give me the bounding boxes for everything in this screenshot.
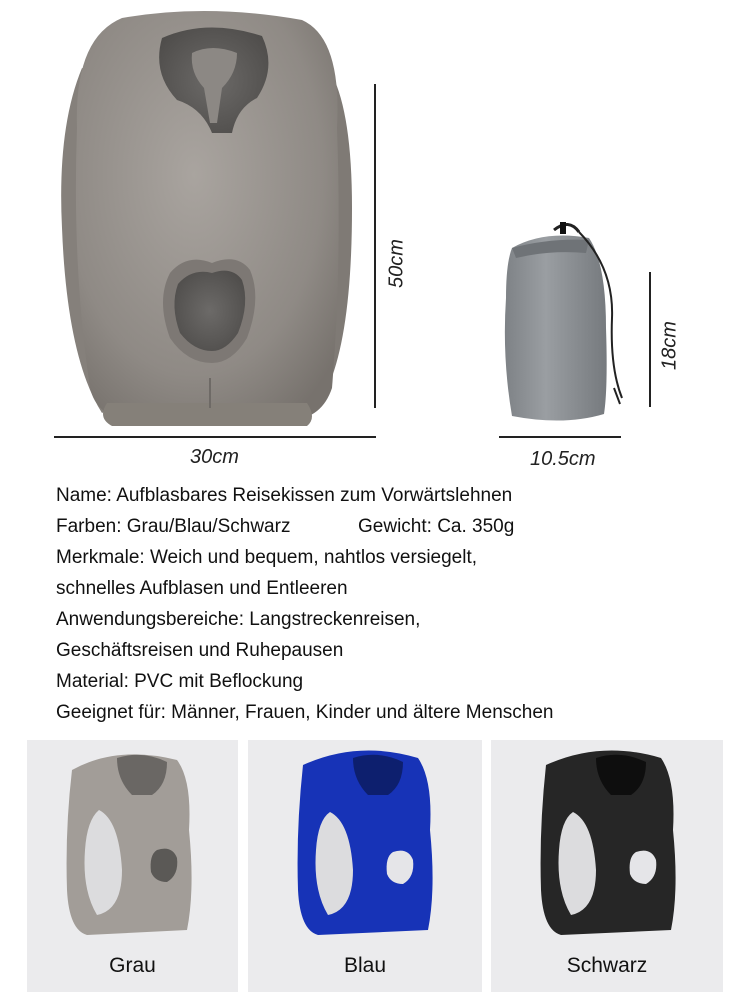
spec-suitable: Geeignet für: Männer, Frauen, Kinder und ältere Menschen xyxy=(56,702,554,723)
pillow-height-line xyxy=(374,84,376,408)
pillow-width-label: 30cm xyxy=(190,446,239,468)
bag-height-line xyxy=(649,272,651,407)
spec-weight: Gewicht: Ca. 350g xyxy=(358,516,515,537)
pillow-width-line xyxy=(54,436,376,438)
spec-usage-1: Anwendungsbereiche: Langstreckenreisen, xyxy=(56,609,421,630)
variant-card-blau[interactable] xyxy=(248,740,482,992)
spec-features-1: Merkmale: Weich und bequem, nahtlos versiegelt, xyxy=(56,547,478,568)
spec-usage-2: Geschäftsreisen und Ruhepausen xyxy=(56,640,344,661)
variant-card-schwarz[interactable] xyxy=(491,740,723,992)
spec-name: Name: Aufblasbares Reisekissen zum Vorwärtslehnen xyxy=(56,485,513,506)
spec-colors: Farben: Grau/Blau/Schwarz xyxy=(56,516,291,537)
variant-image-blau xyxy=(248,740,482,950)
variant-label-blau: Blau xyxy=(343,954,387,977)
spec-features-2: schnelles Aufblasen und Entleeren xyxy=(56,578,348,599)
variant-card-grau[interactable] xyxy=(27,740,238,992)
variant-label-schwarz: Schwarz xyxy=(566,954,648,977)
bag-height-label: 18cm xyxy=(658,321,681,370)
variant-image-schwarz xyxy=(491,740,723,950)
storage-bag-image xyxy=(494,208,634,430)
bag-width-label: 10.5cm xyxy=(530,448,596,470)
variant-image-grau xyxy=(27,740,238,950)
bag-width-line xyxy=(499,436,621,438)
spec-material: Material: PVC mit Beflockung xyxy=(56,671,304,692)
pillow-height-label: 50cm xyxy=(385,239,408,288)
pillow-front-image xyxy=(52,8,362,428)
variant-label-grau: Grau xyxy=(109,954,156,977)
